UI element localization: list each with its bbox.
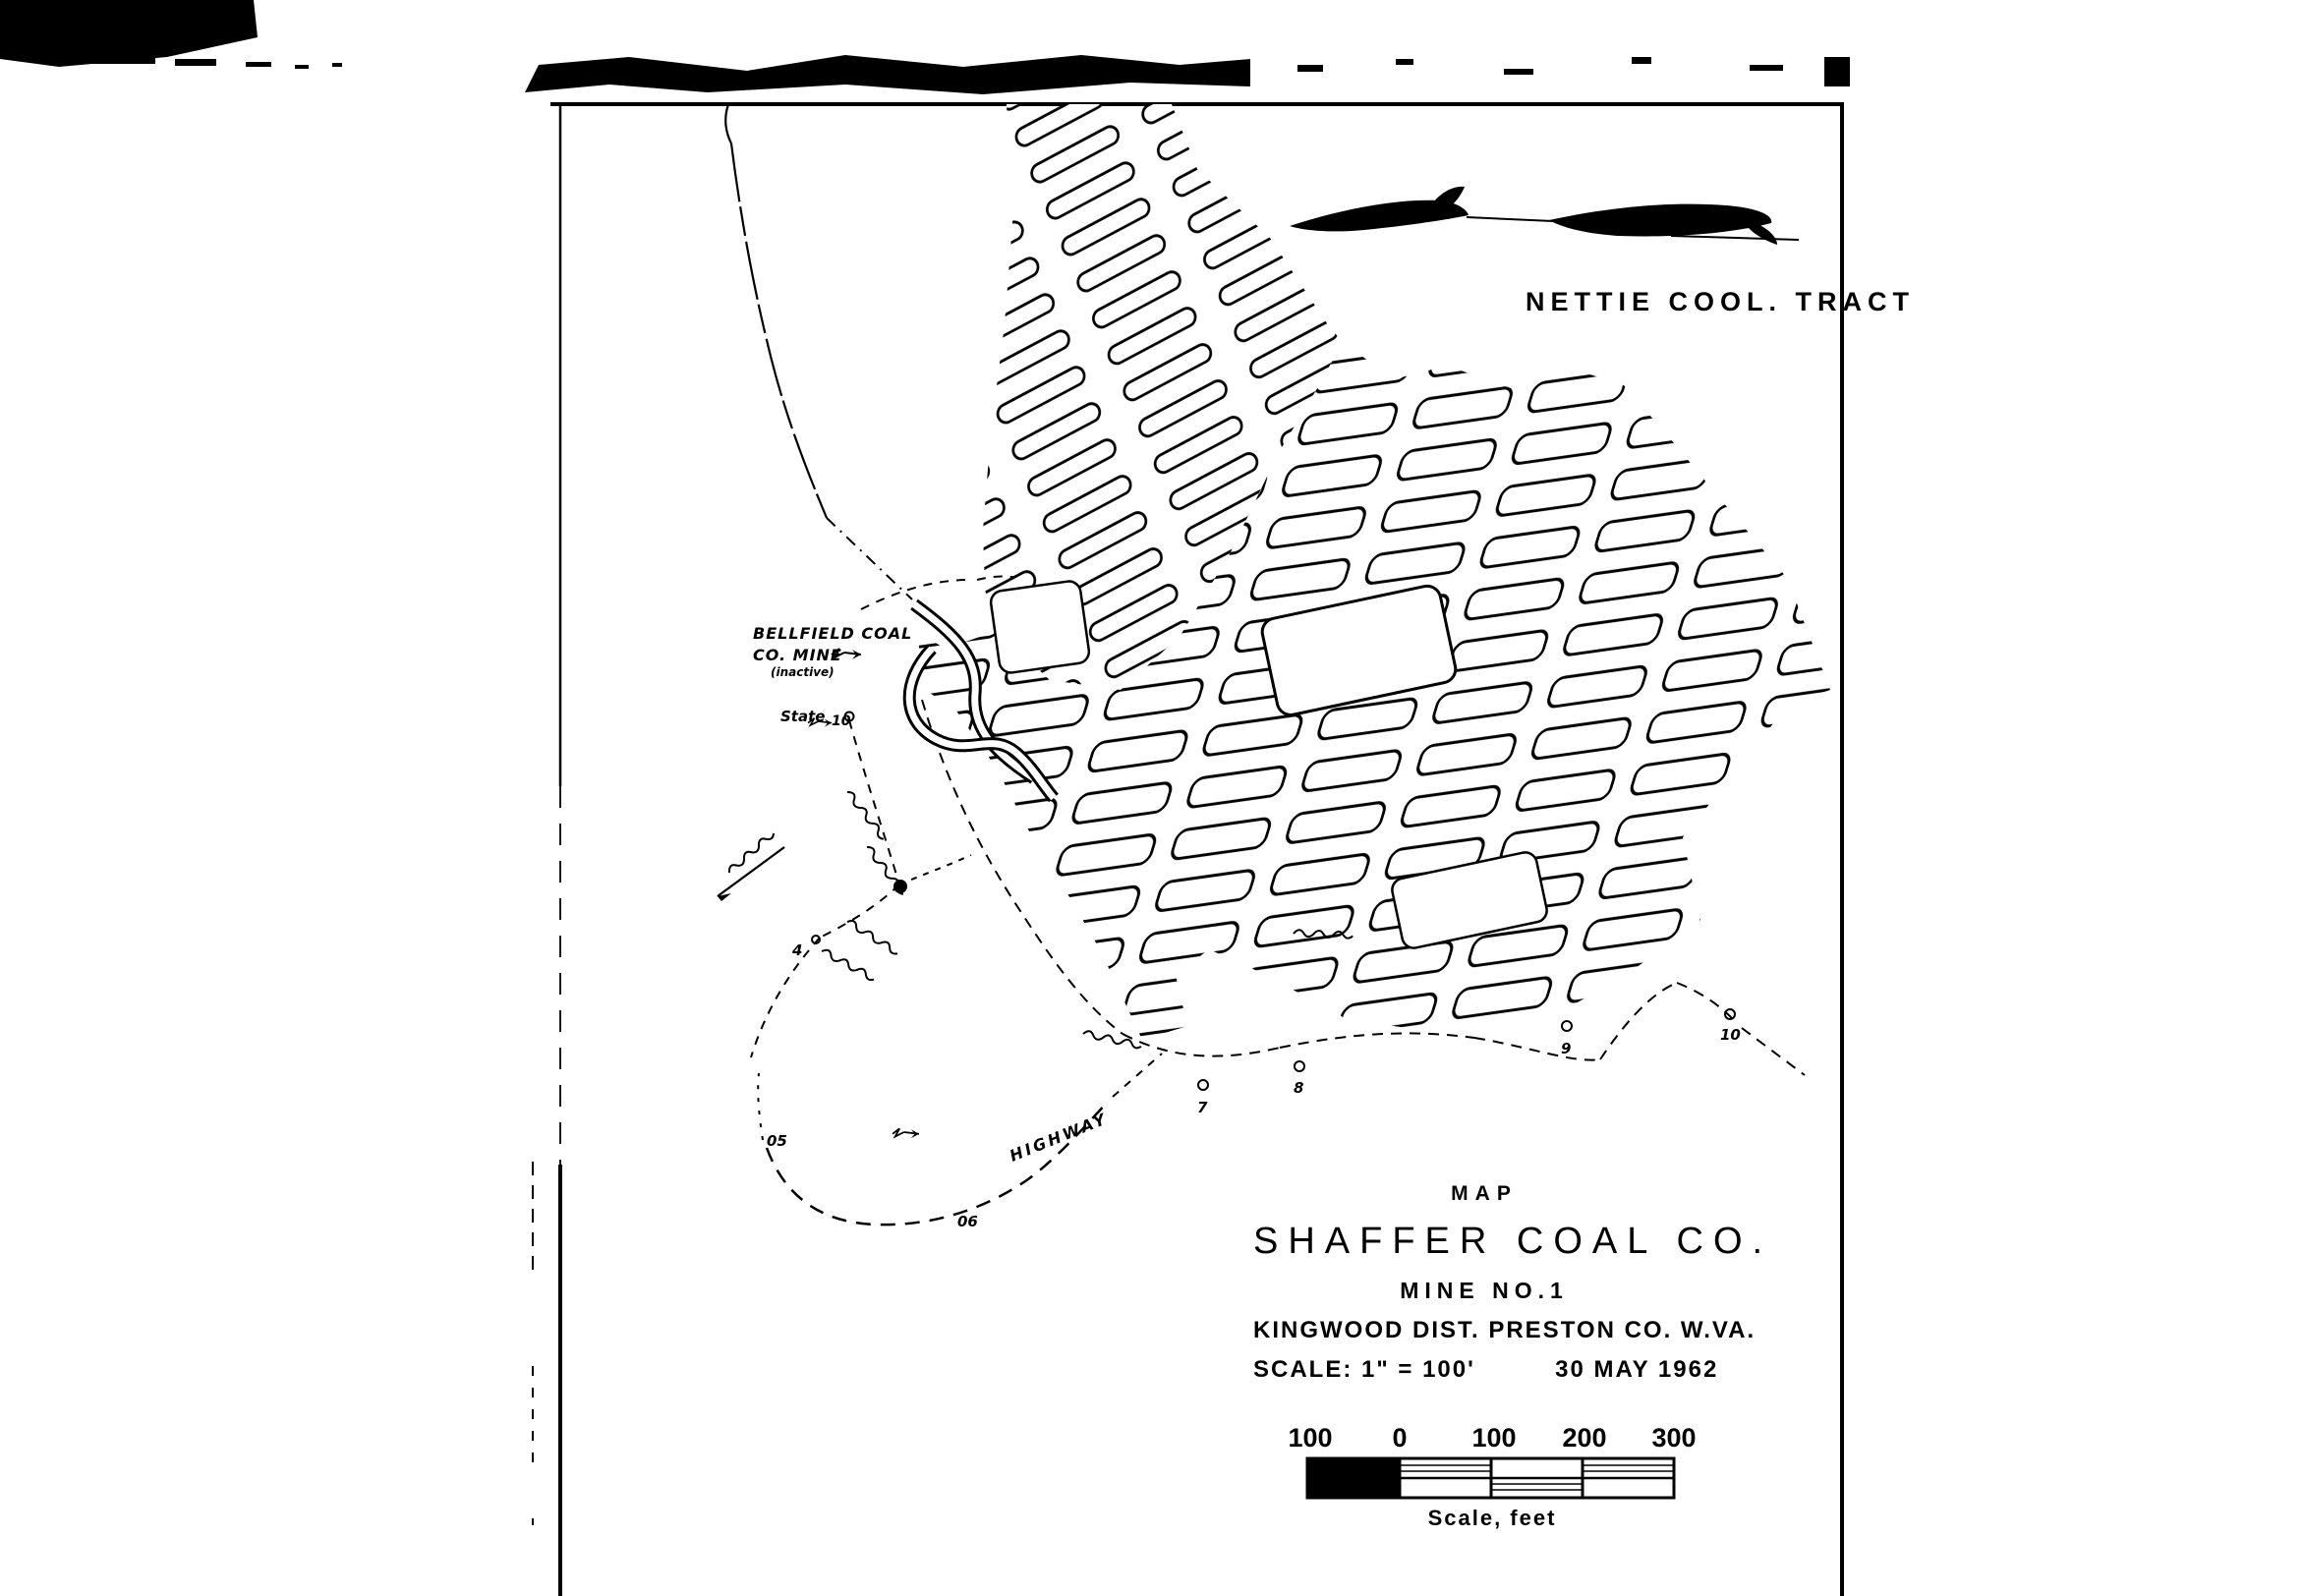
bellfield-note-line1: BELLFIELD COAL: [753, 624, 913, 643]
ink-smear-right-hook: [1748, 223, 1777, 245]
station-marker-8: [1295, 1061, 1304, 1071]
title-block-scale-line: [1253, 1356, 1719, 1384]
mine-workings: [909, 104, 1830, 1040]
station-label-8: 8: [1294, 1079, 1304, 1097]
station-label-7: 7: [1197, 1099, 1208, 1116]
scale-tick-300: 300: [1651, 1423, 1697, 1453]
station-marker-7: [1198, 1080, 1208, 1090]
state-road-number: 10: [832, 713, 851, 729]
title-block-company: SHAFFER COAL CO.: [1253, 1221, 1773, 1262]
scale-tick-100-right: 100: [1471, 1423, 1517, 1453]
station-label-9: 9: [1561, 1040, 1572, 1057]
tract-label: NETTIE COOL. TRACT: [1526, 287, 1915, 316]
top-edge-noise-band: [525, 55, 1250, 94]
station-label-10: 10: [1720, 1026, 1741, 1044]
scale-bar-solid-segment: [1307, 1458, 1400, 1498]
highway-line: [758, 1054, 1162, 1225]
scan-artifacts: [0, 0, 1850, 245]
bellfield-note-line3: (inactive): [771, 665, 835, 679]
ink-smear-right: [1549, 204, 1771, 237]
title-block-kicker: MAP: [1451, 1182, 1518, 1205]
scale-bar-caption: Scale, feet: [1427, 1506, 1557, 1530]
station-label-05: 05: [767, 1132, 787, 1150]
station-label-06: 06: [957, 1213, 978, 1230]
title-block-location: KINGWOOD DIST. PRESTON CO. W.VA.: [1253, 1317, 1757, 1343]
highway-label: HIGHWAY: [1007, 1109, 1111, 1166]
station-marker-9: [1562, 1021, 1572, 1031]
survey-monument-dot: [893, 880, 907, 893]
scale-bar: [1307, 1458, 1674, 1498]
scale-tick-0: 0: [1392, 1423, 1408, 1453]
scale-tick-200: 200: [1562, 1423, 1607, 1453]
survey-traverse: [718, 720, 971, 1057]
title-block-mine-no: MINE NO.1: [1400, 1278, 1569, 1303]
title-block-scale-note: SCALE: 1" = 100': [1253, 1356, 1475, 1383]
bellfield-note-line2: CO. MINE: [753, 646, 842, 664]
southwest-arrow-shaft: [718, 847, 784, 896]
boundary-to-mine-entry: [827, 518, 912, 599]
state-road-label: State: [780, 708, 826, 725]
title-block-date: 30 MAY 1962: [1555, 1356, 1719, 1383]
arrow-scribble-lowland: [893, 1128, 919, 1138]
station-label-4: 4: [792, 941, 803, 959]
scale-tick-100-left: 100: [1288, 1423, 1333, 1453]
unmined-block-3: [990, 580, 1091, 674]
